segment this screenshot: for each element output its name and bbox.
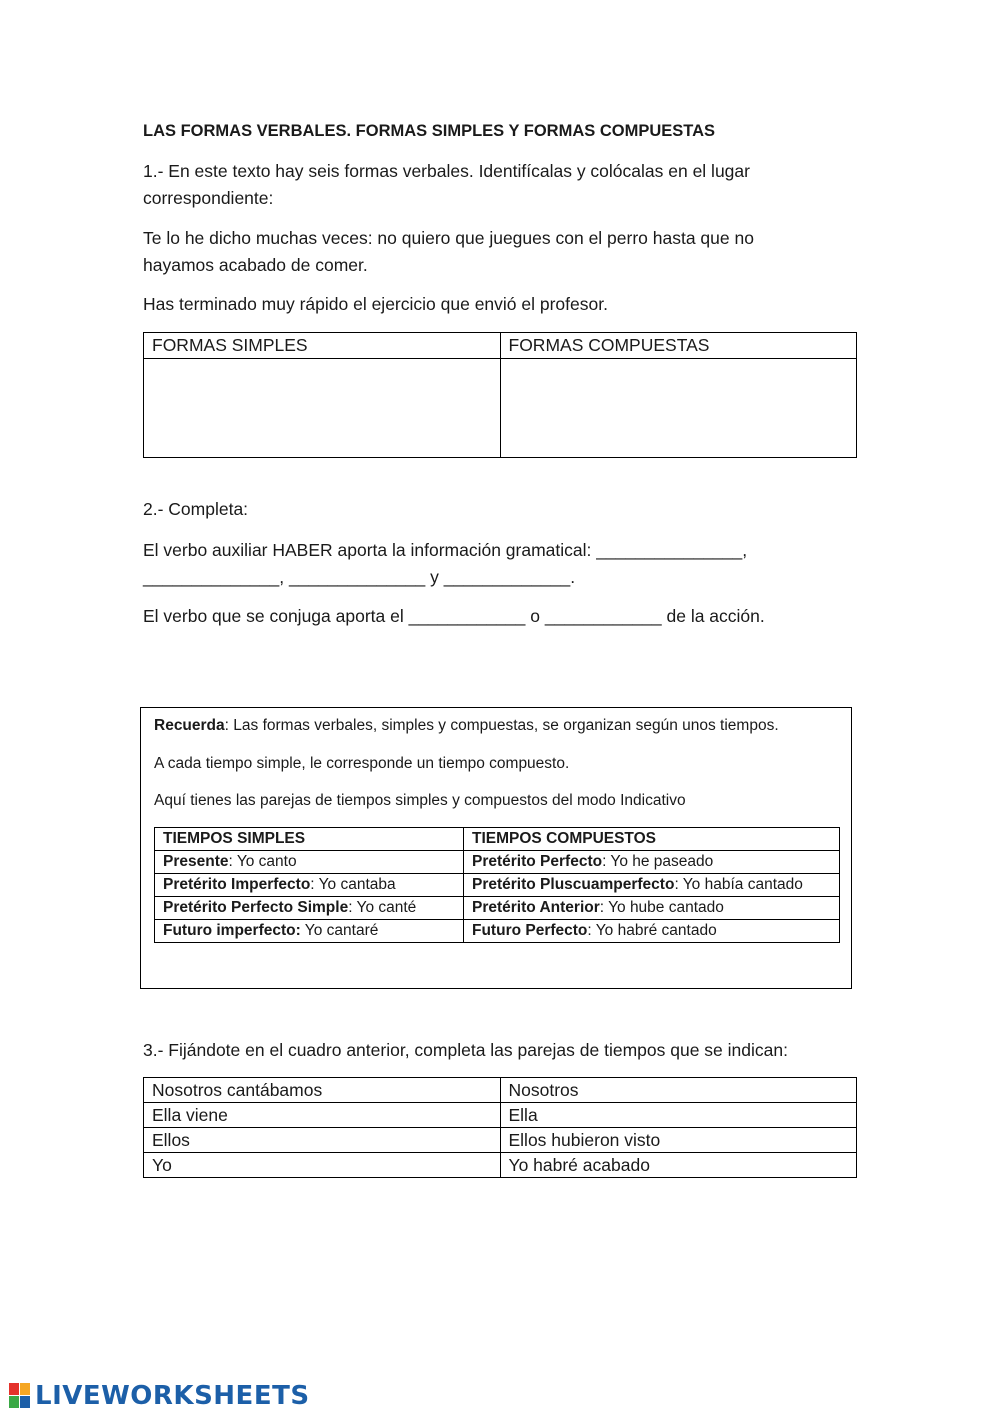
table-row (144, 1128, 857, 1153)
recuerda-line-3: Aquí tienes las parejas de tiempos simples y compuestos del modo Indicativo (154, 792, 686, 809)
tiempo-simple-cell: Presente: Yo canto (155, 851, 464, 874)
pareja-compuesta-cell: Ellos hubieron visto (500, 1128, 857, 1153)
table-row (144, 1153, 857, 1178)
table-row (144, 1078, 857, 1103)
tiempo-simple-cell: Pretérito Perfecto Simple: Yo canté (155, 897, 464, 920)
formas-simples-header: FORMAS SIMPLES (144, 333, 501, 359)
exercise-2-line-1: El verbo auxiliar HABER aporta la información gramatical: _______________, (143, 540, 748, 560)
tiempos-simples-header: TIEMPOS SIMPLES (155, 828, 464, 851)
pareja-simple-cell[interactable]: Yo (144, 1153, 501, 1178)
parejas-table (143, 1077, 857, 1178)
table-row (155, 851, 840, 874)
tiempo-compuesto-cell: Pretérito Pluscuamperfecto: Yo había cantado (464, 874, 840, 897)
pareja-compuesta-cell[interactable]: Ella (500, 1103, 857, 1128)
recuerda-line-2: A cada tiempo simple, le corresponde un tiempo compuesto. (154, 755, 570, 772)
exercise-1-instruction-line-1: 1.- En este texto hay seis formas verbales. Identifícalas y colócalas en el lugar (143, 161, 750, 181)
table-row (144, 1103, 857, 1128)
tiempo-simple-cell: Pretérito Imperfecto: Yo cantaba (155, 874, 464, 897)
table-row (155, 920, 840, 943)
exercise-1-text-2: Has terminado muy rápido el ejercicio que envió el profesor. (143, 294, 608, 314)
table-row (155, 897, 840, 920)
liveworksheets-logo (9, 1380, 310, 1412)
recuerda-label: Recuerda (154, 717, 225, 734)
recuerda-line-1-text: : Las formas verbales, simples y compuestas, se organizan según unos tiempos. (224, 717, 779, 734)
exercise-1-text-1-line-2: hayamos acabado de comer. (143, 255, 368, 275)
liveworksheets-logo-text: LIVEWORKSHEETS (35, 1381, 310, 1411)
formas-simples-answer-cell[interactable] (144, 359, 501, 458)
tiempo-compuesto-cell: Pretérito Perfecto: Yo he paseado (464, 851, 840, 874)
tiempos-compuestos-header: TIEMPOS COMPUESTOS (464, 828, 840, 851)
exercise-2-line-3: El verbo que se conjuga aporta el ____________ o ____________ de la acción. (143, 606, 765, 626)
exercise-2-heading: 2.- Completa: (143, 499, 249, 519)
exercise-1-instruction-line-2: correspondiente: (143, 188, 274, 208)
pareja-compuesta-cell: Yo habré acabado (500, 1153, 857, 1178)
exercise-3-heading: 3.- Fijándote en el cuadro anterior, completa las parejas de tiempos que se indican: (143, 1040, 788, 1060)
formas-table (143, 332, 857, 458)
pareja-simple-cell[interactable]: Ellos (144, 1128, 501, 1153)
recuerda-line-1 (154, 715, 779, 737)
tiempo-compuesto-cell: Pretérito Anterior: Yo hube cantado (464, 897, 840, 920)
exercise-2-line-2: ______________, ______________ y _____________. (143, 567, 576, 587)
pareja-compuesta-cell[interactable]: Nosotros (500, 1078, 857, 1103)
tiempo-simple-cell: Futuro imperfecto: Yo cantaré (155, 920, 464, 943)
liveworksheets-logo-icon (9, 1383, 31, 1409)
formas-compuestas-answer-cell[interactable] (500, 359, 857, 458)
exercise-1-text-1-line-1: Te lo he dicho muchas veces: no quiero que juegues con el perro hasta que no (143, 228, 754, 248)
page-title: LAS FORMAS VERBALES. FORMAS SIMPLES Y FORMAS COMPUESTAS (143, 122, 716, 140)
pareja-simple-cell: Nosotros cantábamos (144, 1078, 501, 1103)
pareja-simple-cell: Ella viene (144, 1103, 501, 1128)
formas-compuestas-header: FORMAS COMPUESTAS (500, 333, 857, 359)
tiempos-table (154, 827, 840, 943)
tiempo-compuesto-cell: Futuro Perfecto: Yo habré cantado (464, 920, 840, 943)
table-row (155, 874, 840, 897)
